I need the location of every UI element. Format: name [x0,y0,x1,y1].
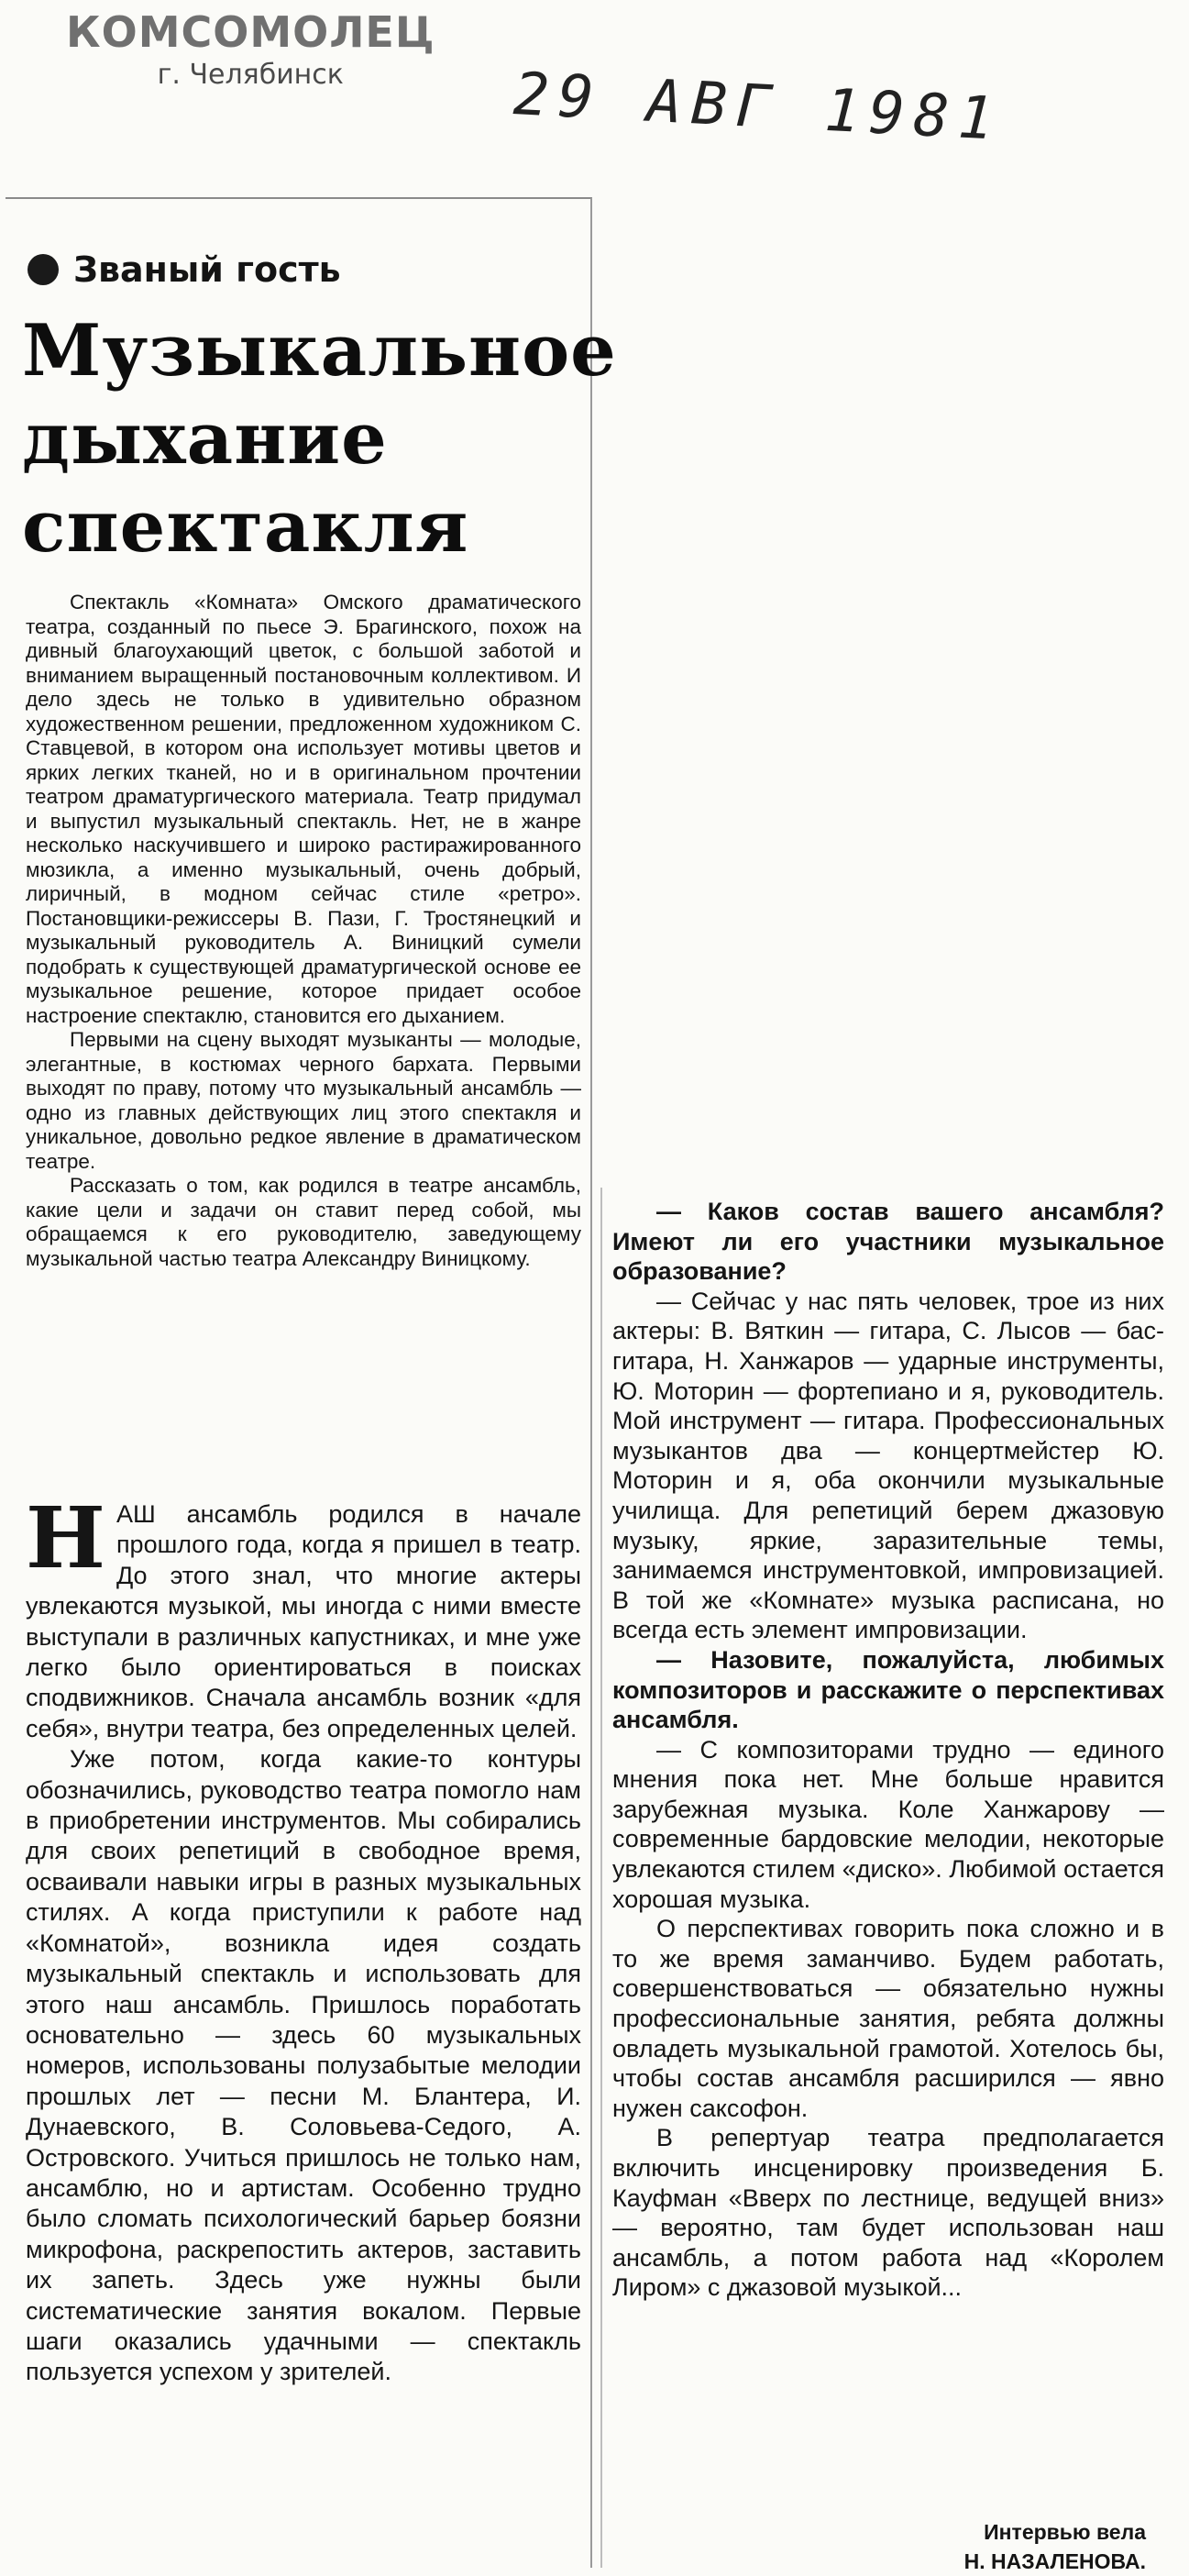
answer-paragraph: О перспективах говорить пока сложно и в то же время заманчиво. Будем работать, совершенствоваться — обязательно нужны профессиональные занятия, ребята должны овладеть музыкальной грамотой. Хотелось бы, чтобы состав ансамбля расширился — явно нужен саксофон. [612,1915,1164,2122]
byline-author: Н. НАЗАЛЕНОВА. [963,2549,1146,2573]
answer-paragraph: В репертуар театра предполагается включить инсценировку произведения Б. Кауфман «Вверх по лестнице, ведущей вниз» — вероятно, там будет использован наш ансамбль, а потом работа над «Королем Лиром» с джазовой музыкой... [612,2124,1164,2302]
newspaper-stamp [66,7,435,91]
lead-paragraph: Спектакль «Комната» Омского драматического театра, созданный по пьесе Э. Брагинского, похож на дивный благоухающий цветок, с большой заботой и вниманием выращенный постановочным коллективом. И дело здесь не только в удивительно образном художественном решении, предложенном художником С. Ставцевой, в котором она использует мотивы цветов и ярких легких тканей, но и в оригинальном прочтении театром драматургического материала. Театр придумал и выпустил музыкальный спектакль. Нет, не в жанре несколько наскучившего и широко растиражированного мюзикла, а именно музыкальный, очень добрый, лиричный, в модном сейчас стиле «ретро». Постановщики-режиссеры В. Пази, Г. Тростянецкий и музыкальный руководитель А. Виницкий сумели подобрать к существующей драматургической основе ее музыкальное решение, которое придает особое настроение спектаклю, становится его дыханием. [26,591,581,1027]
answer-paragraph: Уже потом, когда какие-то контуры обозначились, руководство театра помогло нам в приобретении инструментов. Мы собирались для своих репетиций в свободное время, осваивали навыки игры в разных музыкальных стилях. А когда приступили к работе над «Комнатой», возникла идея создать музыкальный спектакль и использовать для этого наш ансамбль. Пришлось поработать основательно — здесь 60 музыкальных номеров, использованы полузабытые мелодии прошлых лет — песни М. Блантера, И. Дунаевского, В. Соловьева-Седого, А. Островского. Учиться пришлось не только нам, ансамблю, но и артистам. Особенно трудно было сломать психологический барьер боязни микрофона, раскрепостить актеров, заставить их запеть. Здесь уже нужны были систематические занятия вокалом. Первые шаги оказались удачными — спектакль пользуется успехом у зрителей. [26,1745,581,2386]
drop-cap: Н [26,1488,105,1587]
rubric [28,249,341,290]
answer-paragraph: — С композиторами трудно — единого мнения пока нет. Мне больше нравится зарубежная музыка. Коле Ханжарову — современные бардовские мелодии, некоторые увлекаются стилем «диско». Любимой остается хорошая музыка. [612,1735,1164,1913]
lead-paragraph: Рассказать о том, как родился в театре ансамбль, какие цели и задачи он ставит перед собой, мы обращаемся к его руководителю, заведующему музыкальной частью театра Александру Виницкому. [26,1174,581,1270]
date-stamp: 29 АВГ 1981 [512,61,1005,154]
article-body-left [26,1488,581,2388]
answer-paragraph [26,1488,581,1744]
newspaper-city: г. Челябинск [157,59,344,91]
answer-paragraph: — Сейчас у нас пять человек, трое из них актеры: В. Вяткин — гитара, С. Лысов — бас-гитара, Н. Ханжаров — ударные инструменты, Ю. Моторин — фортепиано и я, руководитель. Мой инструмент — гитара. Профессиональных музыкантов два — концертмейстер Ю. Моторин и я, оба окончили музыкальные училища. Для репетиций берем джазовую музыку, яркие, заразительные темы, занимаемся инструментовкой, импровизацией. В той же «Комнате» музыка расписана, но всегда есть элемент импровизации. [612,1287,1164,1644]
article-body-right [612,1197,1164,2303]
byline [825,2517,1146,2576]
bullet-icon [28,254,59,285]
article-title: Музыкальное дыхание спектакля [22,309,617,569]
article-lead [26,591,581,1271]
answer-text: АШ ансамбль родился в начале прошлого года, когда я пришел в театр. До этого знал, что многие актеры увлекаются музыкой, мы иногда с ними вместе выступали в различных капустниках, и мне уже легко было ориентироваться в поисках сподвижников. Сначала ансамбль возник «для себя», внутри театра, без определенных целей. [26,1500,581,1742]
rubric-label: Званый гость [73,249,341,290]
newspaper-name: КОМСОМОЛЕЦ [66,7,435,57]
interview-question: — Каков состав вашего ансамбля? Имеют ли его участники музыкальное образование? [612,1198,1164,1286]
byline-label: Интервью вела [984,2520,1146,2544]
interview-question: — Назовите, пожалуйста, любимых композиторов и расскажите о перспективах ансамбля. [612,1645,1164,1734]
lead-paragraph: Первыми на сцену выходят музыканты — молодые, элегантные, в костюмах черного бархата. Первыми выходят по праву, потому что музыкальный ансамбль — одно из главных действующих лиц этого спектакля и уникальное, довольно редкое явление в драматическом театре. [26,1028,581,1173]
